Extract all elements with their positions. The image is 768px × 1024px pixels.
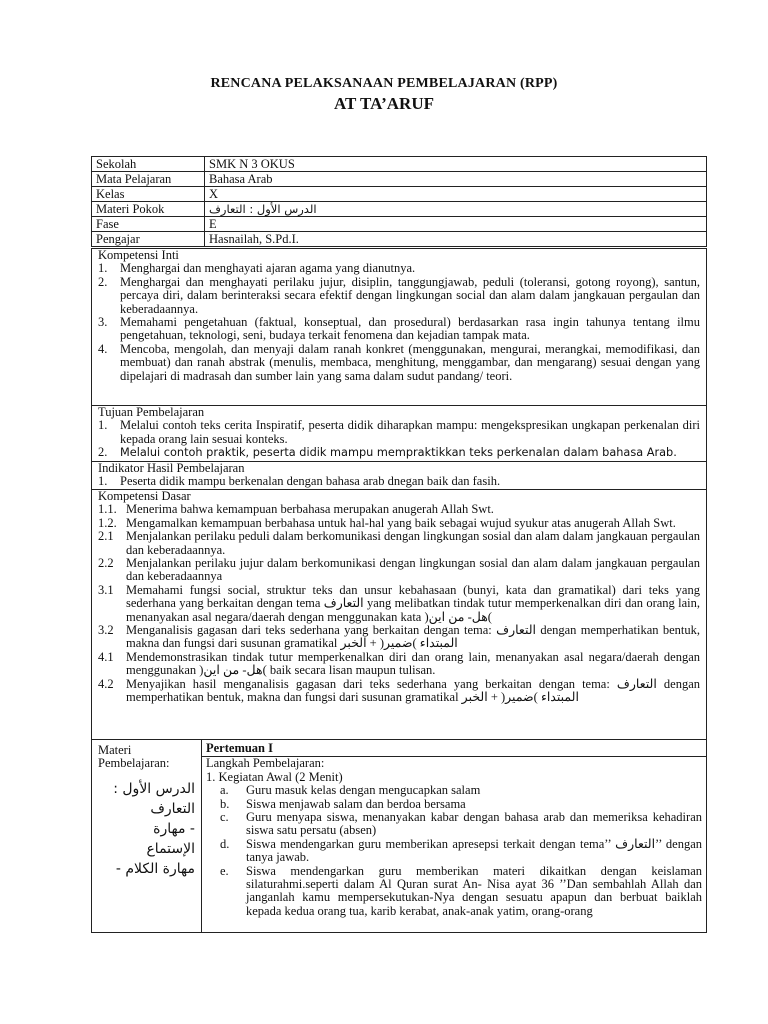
item-number: 1.1. [98,502,117,517]
info-label: Materi Pokok [92,202,205,217]
item-text: Mencoba, mengolah, dan menyaji dalam ranah konkret (menggunakan, mengurai, merangkai, memodifikasi, dan membuat) dan ranah abstrak (menulis, membaca, menghitung, menggambar, dan mengarang) sesuai dengan yang dipelajari di madrasah dan sumber lain yang sama dalam sudut pandang/ teori. [120,341,700,383]
info-label: Pengajar [92,232,205,247]
item-text: Menerima bahwa kemampuan berbahasa merupakan anugerah Allah Swt. [126,502,494,517]
list-item [98,419,700,446]
item-text: Menganalisis gagasan dari teks sederhana yang berkaitan dengan tema: التعارف dengan memperhatikan bentuk, makna dan fungsi dari susunan gramatikal المبتداء )ضمير( + الخبر [126,623,700,651]
info-value: Bahasa Arab [205,172,707,187]
list-item [98,651,700,678]
section-heading: Kompetensi Inti [98,248,179,262]
info-label: Sekolah [92,157,205,172]
info-value: SMK N 3 OKUS [205,157,707,172]
item-text: Guru menyapa siswa, menanyakan kabar dengan bahasa arab dan memeriksa kehadiran siswa satu persatu (absen) [246,810,702,838]
list-item [206,865,702,919]
materi-arabic-line: التعارف [150,800,195,817]
pertemuan-column [202,740,706,932]
section-heading: Tujuan Pembelajaran [98,405,205,419]
materi-arabic-line: الإستماع [146,840,195,857]
item-text: Menghargai dan menghayati perilaku jujur, disiplin, tanggungjawab, peduli (toleransi, gotong royong), santun, percaya diri, dalam berinteraksi secara efektif dengan lingkungan social dan alam dalam jangkauan pergaulan dan keberadaannya. [120,274,700,316]
item-number: 1. [98,261,108,276]
item-text: Mengamalkan kemampuan berbahasa untuk hal-hal yang baik sebagai wujud syukur atas anugerah Allah Swt. [126,515,676,530]
kompetensi-inti-section [91,248,707,406]
item-text: Siswa mendengarkan guru memberikan apresepsi terkait dengan tema’’ التعارف’’ dengan tanya jawab. [246,836,702,865]
info-row [92,157,707,172]
item-letter: b. [220,796,230,811]
item-text: Melalui contoh teks cerita Inspiratif, peserta didik diharapkan mampu: mengekspresikan ungkapan perkenalan diri kepada orang lain sesuai konteks. [120,418,700,446]
list-item [98,475,700,488]
list-item [98,276,700,316]
indikator-section [91,461,707,490]
materi-arabic-line: الدرس الأول : [113,780,195,797]
item-letter: e. [220,863,229,878]
materi-arabic-line: - مهارة [153,820,195,837]
document-subtitle: AT TA’ARUF [334,94,434,113]
langkah-pembelajaran [202,757,706,918]
materi-label: Materi Pembelajaran: [98,743,170,771]
item-letter: d. [220,836,230,851]
list-item [98,557,700,584]
item-number: 3. [98,315,108,330]
list-item [98,530,700,557]
item-number: 2. [98,274,108,289]
info-row [92,217,707,232]
langkah-heading: Langkah Pembelajaran: [206,756,325,771]
info-value: X [205,187,707,202]
info-label: Mata Pelajaran [92,172,205,187]
kompetensi-dasar-section [91,489,707,740]
info-row [92,172,707,187]
item-text: Mendemonstrasikan tindak tutur memperkenalkan diri dan orang lain, menanyakan asal negara/daerah dengan menggunakan )هل- من اين( baik secara lisan maupun tulisan. [126,649,700,678]
item-text: Siswa mendengarkan guru memberikan materi dikaitkan dengan keislaman silaturahmi.seperti dalam Al Quran surat An- Nisa ayat 36 ’’Dan sembahlah Allah dan janganlah kamu mempersekutukan-Nya dengan sesuatu apapun dan berbuat baiklah kepada kedua orang tua, karib kerabat, anak-anak yatim, orang-orang [246,863,702,918]
item-text: Memahami pengetahuan (faktual, konseptual, dan prosedural) berdasarkan rasa ingin tahunya tentang ilmu pengetahuan, teknologi, seni, budaya terkait fenomena dan kejadian tampak mata. [120,315,700,343]
info-table [91,156,707,247]
materi-arabic-line: مهارة الكلام - [115,860,195,877]
item-text: Menghargai dan menghayati ajaran agama yang dianutnya. [120,261,416,276]
item-text: Guru masuk kelas dengan mengucapkan salam [246,783,481,798]
section-heading: Kompetensi Dasar [98,489,191,503]
materi-pokok-arabic: الدرس الأول : التعارف [209,202,317,216]
info-row [92,232,707,247]
item-number: 1. [98,474,108,489]
info-row [92,202,707,217]
kegiatan-heading: 1. Kegiatan Awal (2 Menit) [206,769,343,784]
item-number: 2.1 [98,529,114,544]
item-number: 4.2 [98,676,114,691]
item-text: Siswa menjawab salam dan berdoa bersama [246,796,466,811]
item-number: 1. [98,418,108,433]
list-item [98,343,700,383]
item-text: Memahami fungsi social, struktur teks dan unsur kebahasaan (bunyi, kata dan gramatikal) dari teks yang sederhana yang berkaitan dengan tema التعارف yang melibatkan tindak tutur memperkenalkan diri dan orang lain, menanyakan asal negara/daerah dengan menggunakan kata )هل- من اين( [126,582,700,624]
item-number: 4.1 [98,649,114,664]
materi-arabic-list [98,779,195,879]
info-value: E [205,217,707,232]
item-letter: a. [220,783,229,798]
info-value: Hasnailah, S.Pd.I. [205,232,707,247]
info-label: Kelas [92,187,205,202]
item-letter: c. [220,810,229,825]
item-text: Menjalankan perilaku jujur dalam berkomunikasi dengan lingkungan sosial dan alam dalam jangkauan pergaulan dan keberadaannya [126,556,700,584]
list-item [206,811,702,838]
info-value-arabic [205,202,707,217]
item-text: Menjalankan perilaku peduli dalam berkomunikasi dengan lingkungan sosial dan alam dalam jangkauan pergaulan dan keberadaannya. [126,529,700,557]
item-text: Melalui contoh praktik, peserta didik mampu mempraktikkan teks perkenalan dalam bahasa Arab. [120,446,677,460]
item-number: 3.2 [98,623,114,638]
info-row [92,187,707,202]
list-item [98,678,700,705]
list-item [206,798,702,811]
section-heading: Indikator Hasil Pembelajaran [98,461,245,475]
pertemuan-title: Pertemuan I [202,740,706,757]
list-item [98,503,700,516]
item-number: 4. [98,341,108,356]
list-item [98,262,700,275]
list-item [98,517,700,530]
info-label: Fase [92,217,205,232]
list-item [98,446,700,459]
item-number: 1.2. [98,515,117,530]
list-item [206,784,702,797]
list-item [206,838,702,865]
list-item [98,584,700,624]
document-title: RENCANA PELAKSANAAN PEMBELAJARAN (RPP) [210,76,558,91]
item-text: Menyajikan hasil menganalisis gagasan dari teks sederhana yang berkaitan dengan tema: التعارف dengan memperhatikan bentuk, makna dan fungsi dari susunan gramatikal المبتداء )ضمير( + الخبر [126,676,700,705]
list-item [98,624,700,651]
item-text: Peserta didik mampu berkenalan dengan bahasa arab dnegan baik dan fasih. [120,474,501,489]
item-number: 2. [98,445,108,460]
materi-column [92,740,202,932]
materi-pertemuan-table [91,739,707,933]
list-item [98,316,700,343]
tujuan-section [91,405,707,462]
item-number: 3.1 [98,582,114,597]
item-number: 2.2 [98,556,114,571]
